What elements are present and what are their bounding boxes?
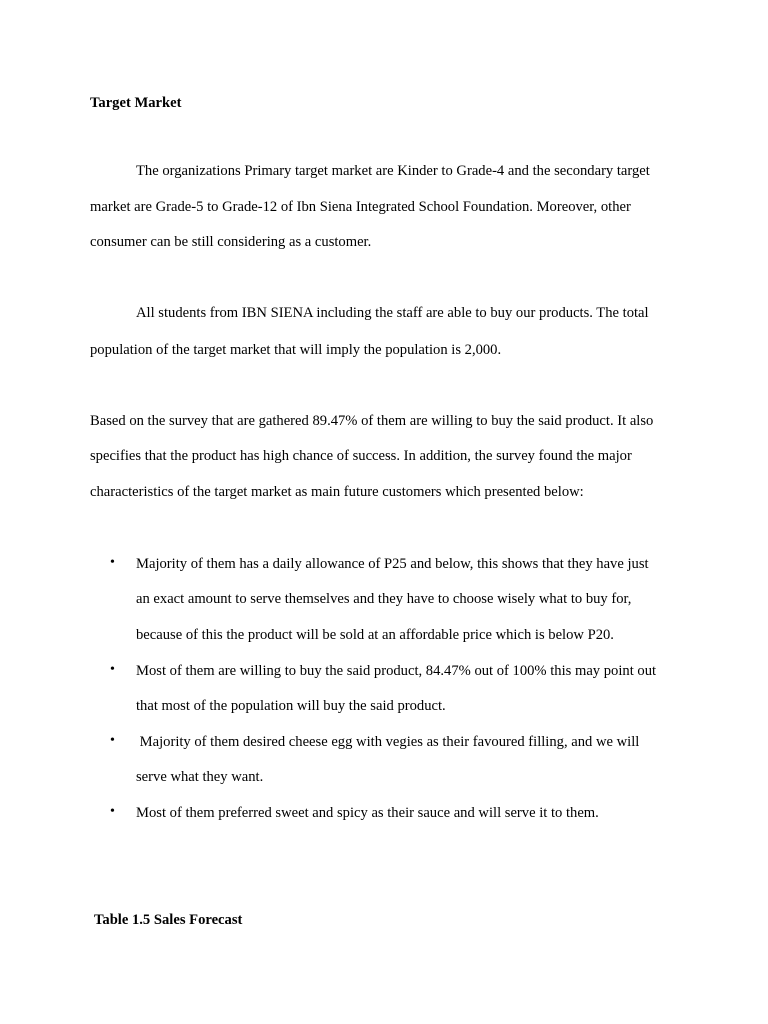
list-item-line: that most of the population will buy the said product. <box>136 698 446 714</box>
list-item-line: an exact amount to serve themselves and they have to choose wisely what to buy for, <box>136 591 632 607</box>
list-item-line: because of this the product will be sold at an affordable price which is below P20. <box>136 627 614 643</box>
paragraph-line: market are Grade-5 to Grade-12 of Ibn Siena Integrated School Foundation. Moreover, other <box>90 199 631 215</box>
paragraph-line: characteristics of the target market as main future customers which presented below: <box>90 484 584 500</box>
paragraph-line: specifies that the product has high chance of success. In addition, the survey found the major <box>90 448 632 464</box>
section-heading: Target Market <box>90 95 182 111</box>
bullet-marker: • <box>110 555 115 570</box>
bullet-marker: • <box>110 804 115 819</box>
list-item-line: Most of them are willing to buy the said product, 84.47% out of 100% this may point out <box>136 663 657 679</box>
list-item-line: Most of them preferred sweet and spicy as their sauce and will serve it to them. <box>136 805 599 821</box>
paragraph-line: population of the target market that will imply the population is 2,000. <box>90 342 502 358</box>
table-caption: Table 1.5 Sales Forecast <box>94 912 243 928</box>
paragraph-line: All students from IBN SIENA including the staff are able to buy our products. The total <box>136 305 649 321</box>
bullet-marker: • <box>110 662 115 677</box>
paragraph-line: The organizations Primary target market are Kinder to Grade-4 and the secondary target <box>136 163 650 179</box>
list-item-line: serve what they want. <box>136 769 264 785</box>
paragraph-line: Based on the survey that are gathered 89.47% of them are willing to buy the said product. It also <box>90 413 654 429</box>
paragraph-line: consumer can be still considering as a customer. <box>90 234 372 250</box>
list-item-line: Majority of them desired cheese egg with vegies as their favoured filling, and we will <box>136 734 640 750</box>
list-item-line: Majority of them has a daily allowance of P25 and below, this shows that they have just <box>136 556 649 572</box>
bullet-marker: • <box>110 733 115 748</box>
